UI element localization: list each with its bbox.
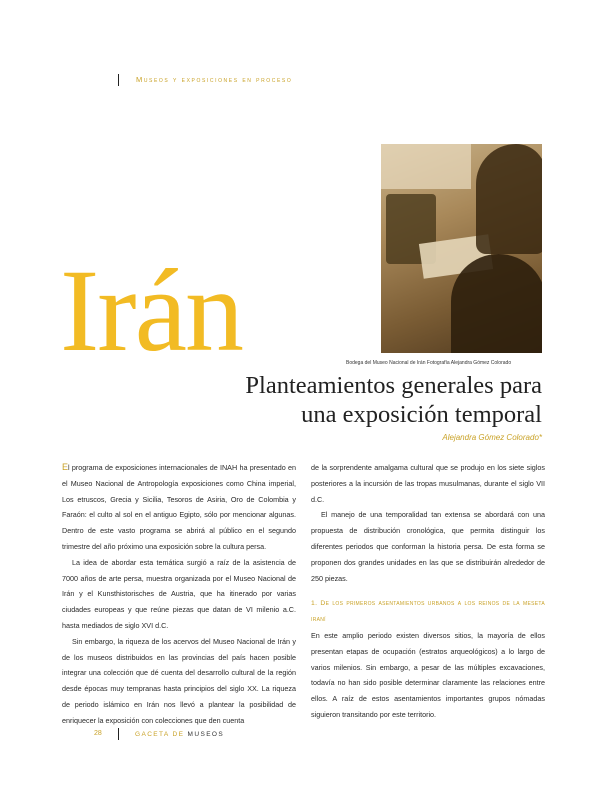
author: Alejandra Gómez Colorado* <box>442 433 542 442</box>
section-title: Museos y exposiciones en proceso <box>136 75 293 84</box>
header-divider <box>118 74 119 86</box>
paragraph: Sin embargo, la riqueza de los acervos del Museo Nacional de Irán y de los museos distribuidos en las provincias del país hacen posible integrar una colección que dé cuenta del desarrollo cultural de la región desde épocas muy tempranas hasta principios del siglo XX. La riqueza de periodo islámico en Irán nos llevó a plantear la posibilidad de enriquecer la exposición con colecciones que den cuenta <box>62 636 296 725</box>
article-title: Irán <box>60 245 242 376</box>
paragraph: El manejo de una temporalidad tan extensa se abordará con una propuesta de distribución cronológica, que permita distinguir los diferentes periodos que conforman la historia persa. De esta forma se proponen dos grandes unidades en las que se distribuirán alrededor de 250 piezas. <box>311 510 545 583</box>
text-column-right <box>311 460 545 723</box>
drop-cap: E <box>62 462 69 472</box>
article-subtitle-line2: una exposición temporal <box>301 401 542 428</box>
paragraph: En este amplio periodo existen diversos sitios, la mayoría de ellos presentan etapas de ocupación (estratos arqueológicos) a lo largo de varios milenios. Sin embargo, a pesar de las múltiples excavaciones, todavía no han sido posible determinar claramente las relaciones entre ellos. A raíz de estos asentamientos importantes grupos nómadas siguieron transitando por este territorio. <box>311 630 545 719</box>
paragraph: La idea de abordar esta temática surgió a raíz de la asistencia de 7000 años de arte persa, muestra organizada por el Museo Nacional de Irán y el Kunsthistorisches de Austria, que ha itinerado por varias ciudades europeas y que reúne piezas que datan de VI milenio a.C. hasta mediados de siglo XVI d.C. <box>62 557 296 630</box>
section-subheading: 1. De los primeros asentamientos urbanos a los reinos de la meseta iraní <box>311 600 545 624</box>
footer-divider <box>118 728 119 740</box>
text-column-left <box>62 460 296 729</box>
paragraph: El programa de exposiciones internacionales de INAH ha presentado en el Museo Nacional de Antropología exposiciones como China imperial, Los etruscos, Grecia y Sicilia, Tesoros de Asiria, Oro de Colombia y Faraón: el culto al sol en el antiguo Egipto, sólo por mencionar algunas. Dentro de este vasto programa se abrirá al público en el segundo trimestre del año próximo una exposición sobre la cultura persa. <box>62 462 296 551</box>
page-number: 28 <box>94 730 102 737</box>
photo-caption: Bodega del Museo Nacional de Irán Fotografía Alejandra Gómez Colorado <box>346 360 512 366</box>
article-subtitle-line1: Planteamientos generales para <box>245 372 542 399</box>
publication-name: GACETA DE MUSEOS <box>135 731 225 738</box>
photo <box>381 144 542 353</box>
paragraph: de la sorprendente amalgama cultural que se produjo en los siete siglos posteriores a la incursión de las tropas musulmanas, durante el siglo VII d.C. <box>311 463 545 504</box>
